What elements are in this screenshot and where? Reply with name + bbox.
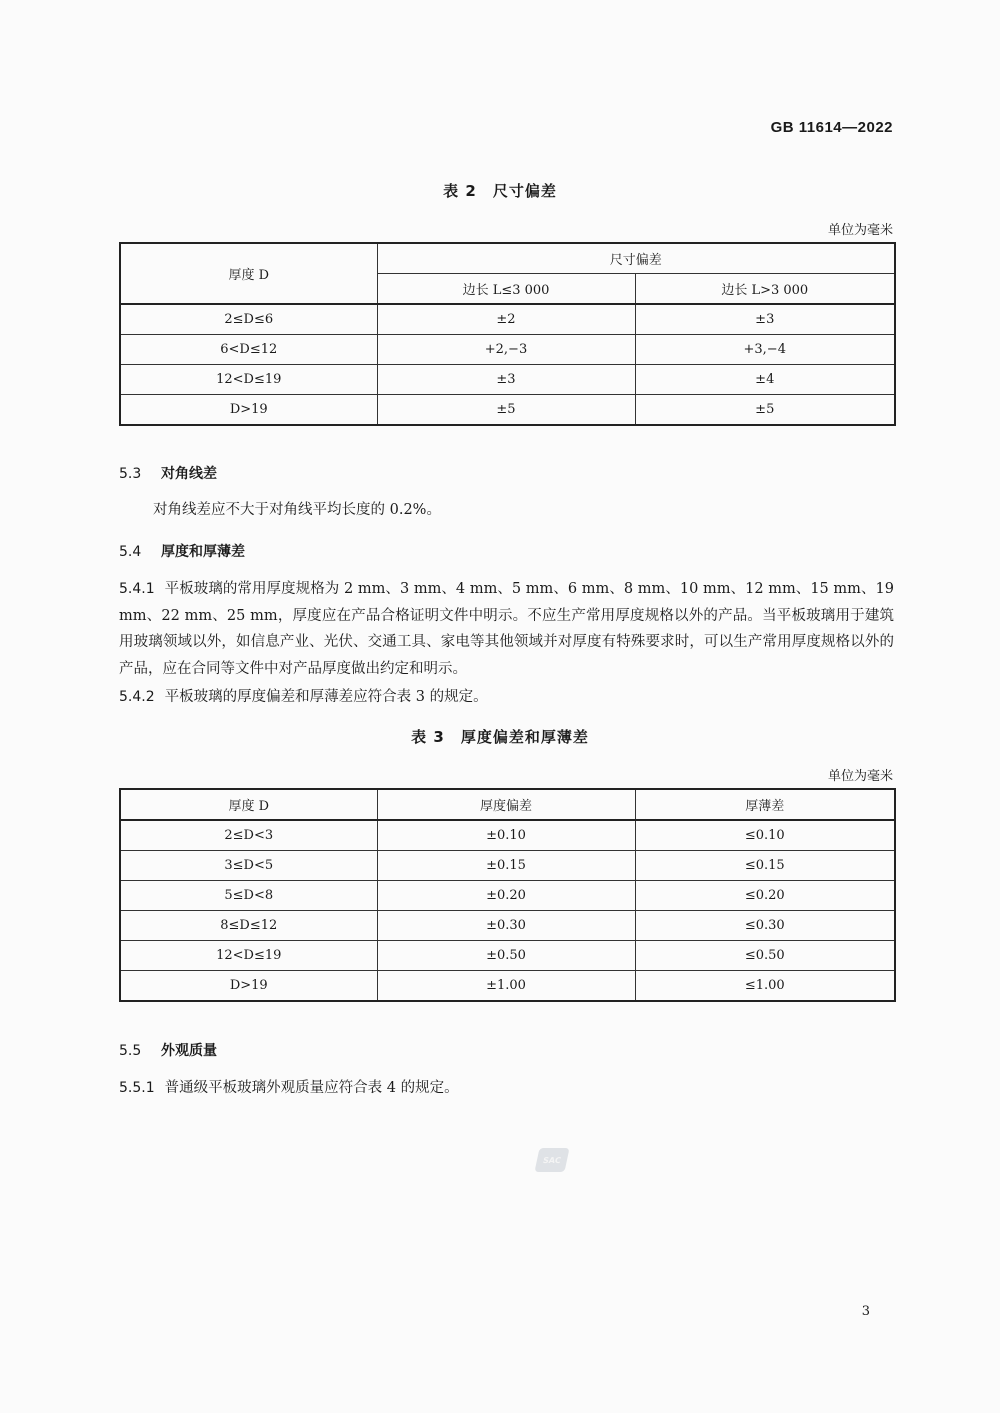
table2-cell-b: ±5 [635, 395, 895, 426]
table-row [120, 365, 895, 395]
table3-cell-dev: ±1.00 [377, 971, 635, 1002]
table-row [120, 395, 895, 426]
sac-logo-watermark: SAC [534, 1148, 569, 1172]
table2-cell-d: 12<D≤19 [120, 365, 377, 395]
clause-text: 平板玻璃的常用厚度规格为 2 mm、3 mm、4 mm、5 mm、6 mm、8 mm、10 mm、12 mm、15 mm、19 mm、22 mm、25 mm，厚度应在产品合格证明文件中明示。不应生产常用厚度规格以外的产品。当平板玻璃用于建筑用玻璃领域以外，如信息产业、光伏、交通工具、家电等其他领域并对厚度有特殊要求时，可以生产常用厚度规格以外的产品，应在合同等文件中对产品厚度做出约定和明示。 [119, 581, 894, 677]
table2-col-group: 尺寸偏差 [377, 243, 895, 274]
table3-cell-var: ≤0.15 [635, 851, 895, 881]
table2-col-a: 边长 L≤3 000 [377, 274, 635, 305]
table3-cell-dev: ±0.20 [377, 881, 635, 911]
table2-size-deviation [119, 242, 896, 426]
section-5-4-heading [119, 541, 245, 561]
table2-cell-d: D>19 [120, 395, 377, 426]
page-number: 3 [861, 1304, 870, 1319]
section-5-5-heading [119, 1040, 217, 1060]
table2-caption: 表 2 尺寸偏差 [443, 182, 557, 200]
table3-cell-dev: ±0.15 [377, 851, 635, 881]
table3-cell-d: 5≤D<8 [120, 881, 377, 911]
table2-cell-a: ±2 [377, 304, 635, 335]
table-row [120, 941, 895, 971]
table2-cell-b: ±4 [635, 365, 895, 395]
section-5-4-2-paragraph [119, 684, 894, 711]
table3-cell-d: 3≤D<5 [120, 851, 377, 881]
clause-number: 5.4.2 [119, 689, 155, 705]
table-row [120, 881, 895, 911]
table3-cell-d: 8≤D≤12 [120, 911, 377, 941]
table2-col-b: 边长 L>3 000 [635, 274, 895, 305]
table3-header-row [120, 789, 895, 820]
table3-col-var: 厚薄差 [635, 789, 895, 820]
table3-cell-var: ≤0.10 [635, 820, 895, 851]
table2-cell-b: +3,−4 [635, 335, 895, 365]
table2-cell-b: ±3 [635, 304, 895, 335]
section-number: 5.5 [119, 1043, 142, 1059]
table3-cell-dev: ±0.10 [377, 820, 635, 851]
standard-code: GB 11614—2022 [770, 119, 893, 136]
table-row [120, 851, 895, 881]
clause-number: 5.4.1 [119, 581, 155, 597]
section-number: 5.3 [119, 466, 142, 482]
table2-col-thickness: 厚度 D [120, 243, 377, 304]
table3-cell-dev: ±0.30 [377, 911, 635, 941]
clause-number: 5.5.1 [119, 1080, 155, 1096]
table3-cell-d: D>19 [120, 971, 377, 1002]
section-5-4-1-paragraph [119, 576, 894, 682]
table2-header-row [120, 243, 895, 274]
table-row [120, 971, 895, 1002]
table2-cell-d: 2≤D≤6 [120, 304, 377, 335]
table3-cell-d: 2≤D<3 [120, 820, 377, 851]
table-row [120, 911, 895, 941]
section-number: 5.4 [119, 544, 142, 560]
table3-caption: 表 3 厚度偏差和厚薄差 [411, 728, 589, 746]
clause-text: 普通级平板玻璃外观质量应符合表 4 的规定。 [164, 1080, 459, 1096]
table3-cell-var: ≤0.30 [635, 911, 895, 941]
table3-cell-var: ≤1.00 [635, 971, 895, 1002]
table3-col-thickness: 厚度 D [120, 789, 377, 820]
table2-cell-d: 6<D≤12 [120, 335, 377, 365]
table3-unit: 单位为毫米 [827, 769, 893, 784]
table2-cell-a: +2,−3 [377, 335, 635, 365]
table-row [120, 304, 895, 335]
table-row [120, 820, 895, 851]
table2-cell-a: ±3 [377, 365, 635, 395]
section-title: 外观质量 [161, 1043, 217, 1059]
section-title: 厚度和厚薄差 [161, 544, 245, 560]
table3-cell-dev: ±0.50 [377, 941, 635, 971]
table2-cell-a: ±5 [377, 395, 635, 426]
section-5-5-1-paragraph [119, 1075, 894, 1102]
section-title: 对角线差 [161, 466, 217, 482]
table3-thickness-deviation [119, 788, 896, 1002]
section-5-3-text: 对角线差应不大于对角线平均长度的 0.2%。 [153, 502, 441, 518]
table3-cell-var: ≤0.20 [635, 881, 895, 911]
table-row [120, 335, 895, 365]
table3-cell-d: 12<D≤19 [120, 941, 377, 971]
table3-cell-var: ≤0.50 [635, 941, 895, 971]
table3-col-dev: 厚度偏差 [377, 789, 635, 820]
clause-text: 平板玻璃的厚度偏差和厚薄差应符合表 3 的规定。 [164, 689, 488, 705]
section-5-3-heading [119, 463, 217, 483]
table2-unit: 单位为毫米 [827, 223, 893, 238]
